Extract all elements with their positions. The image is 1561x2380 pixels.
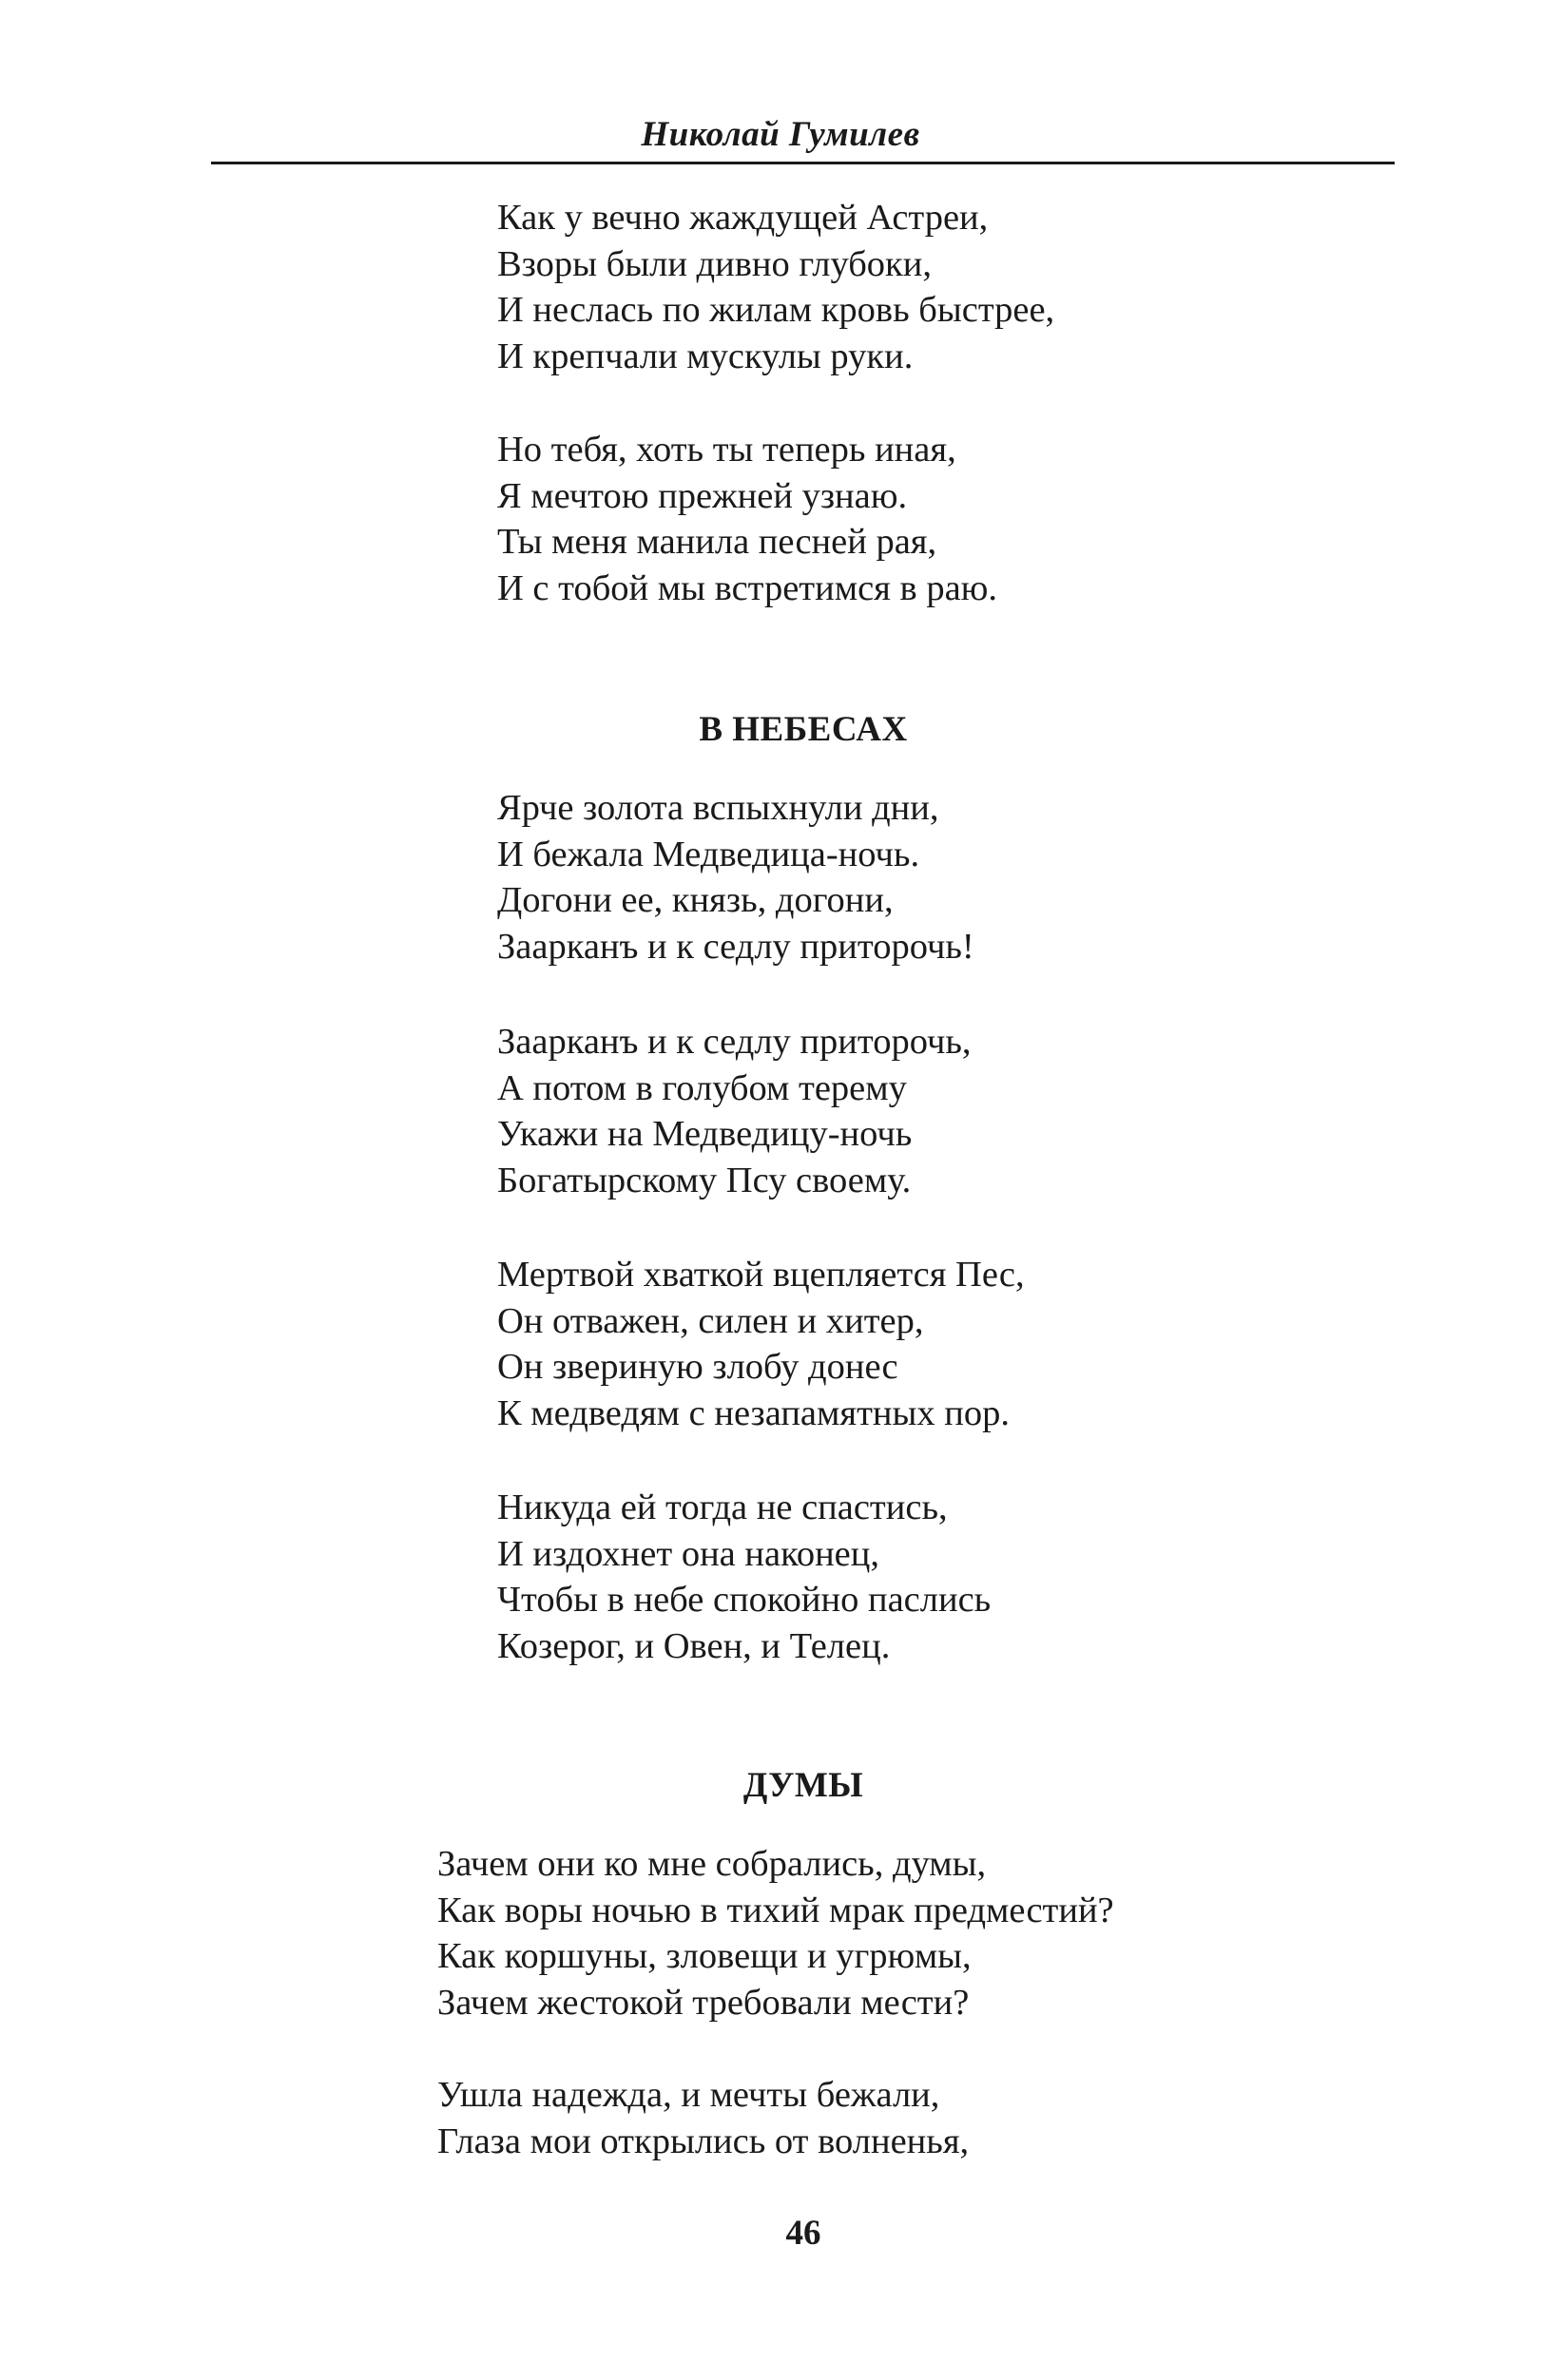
verse-line: А потом в голубом терему [497, 1067, 907, 1108]
verse-line: И бежала Медведица-ночь. [497, 834, 920, 874]
poem-3-title: ДУМЫ [742, 1766, 864, 1805]
running-head-author: Николай Гумилев [641, 115, 920, 154]
verse-line: Укажи на Медведицу-ночь [497, 1114, 913, 1154]
verse-line: Зачем жестокой требовали мести? [437, 1982, 970, 2023]
verse-line: И с тобой мы встретимся в раю. [497, 567, 998, 608]
verse-line: Мертвой хваткой вцепляется Пес, [497, 1255, 1025, 1295]
verse-line: Я мечтою прежней узнаю. [497, 475, 908, 516]
verse-line: К медведям с незапамятных пор. [497, 1392, 1010, 1433]
verse-line: Чтобы в небе спокойно паслись [497, 1580, 992, 1620]
poem-1-stanza-1 [497, 195, 1054, 379]
verse-line: Ты меня манила песней рая, [497, 522, 937, 562]
verse-line: И крепчали мускулы руки. [497, 336, 914, 376]
poem-2-stanza-2 [497, 1019, 972, 1203]
verse-line: Козерог, и Овен, и Телец. [497, 1625, 891, 1666]
poem-3-stanza-2 [437, 2072, 969, 2164]
page-number: 46 [785, 2214, 821, 2253]
poem-3-stanza-1 [437, 1841, 1114, 2025]
verse-line: Заарканъ и к седлу приторочь! [497, 926, 974, 967]
header-rule [211, 162, 1395, 164]
verse-line: Он отважен, силен и хитер, [497, 1300, 924, 1341]
poem-2-stanza-4 [497, 1485, 991, 1669]
verse-line: Ярче золота вспыхнули дни, [497, 788, 939, 828]
verse-line: Как у вечно жаждущей Астреи, [497, 198, 989, 238]
poem-1-stanza-2 [497, 427, 997, 611]
verse-line: Никуда ей тогда не спастись, [497, 1488, 948, 1527]
verse-line: Догони ее, князь, догони, [497, 880, 894, 920]
verse-line: Но тебя, хоть ты теперь иная, [497, 430, 956, 470]
verse-line: И неслась по жилам кровь быстрее, [497, 290, 1055, 330]
verse-line: Глаза мои открылись от волненья, [437, 2121, 970, 2161]
verse-line: Взоры были дивно глубоки, [497, 243, 932, 284]
poem-2-stanza-1 [497, 785, 974, 969]
verse-line: Как коршуны, зловещи и угрюмы, [437, 1936, 972, 1976]
verse-line: Ушла надежда, и мечты бежали, [437, 2075, 940, 2115]
verse-line: Он звериную злобу донес [497, 1347, 898, 1387]
verse-line: Зачем они ко мне собрались, думы, [437, 1844, 987, 1884]
verse-line: И издохнет она наконец, [497, 1533, 879, 1574]
poem-2-title: В НЕБЕСАХ [699, 710, 908, 749]
verse-line: Заарканъ и к седлу приторочь, [497, 1022, 972, 1062]
verse-line: Как воры ночью в тихий мрак предместий? [437, 1890, 1114, 1930]
poem-2-stanza-3 [497, 1252, 1025, 1436]
verse-line: Богатырскому Псу своему. [497, 1160, 912, 1200]
